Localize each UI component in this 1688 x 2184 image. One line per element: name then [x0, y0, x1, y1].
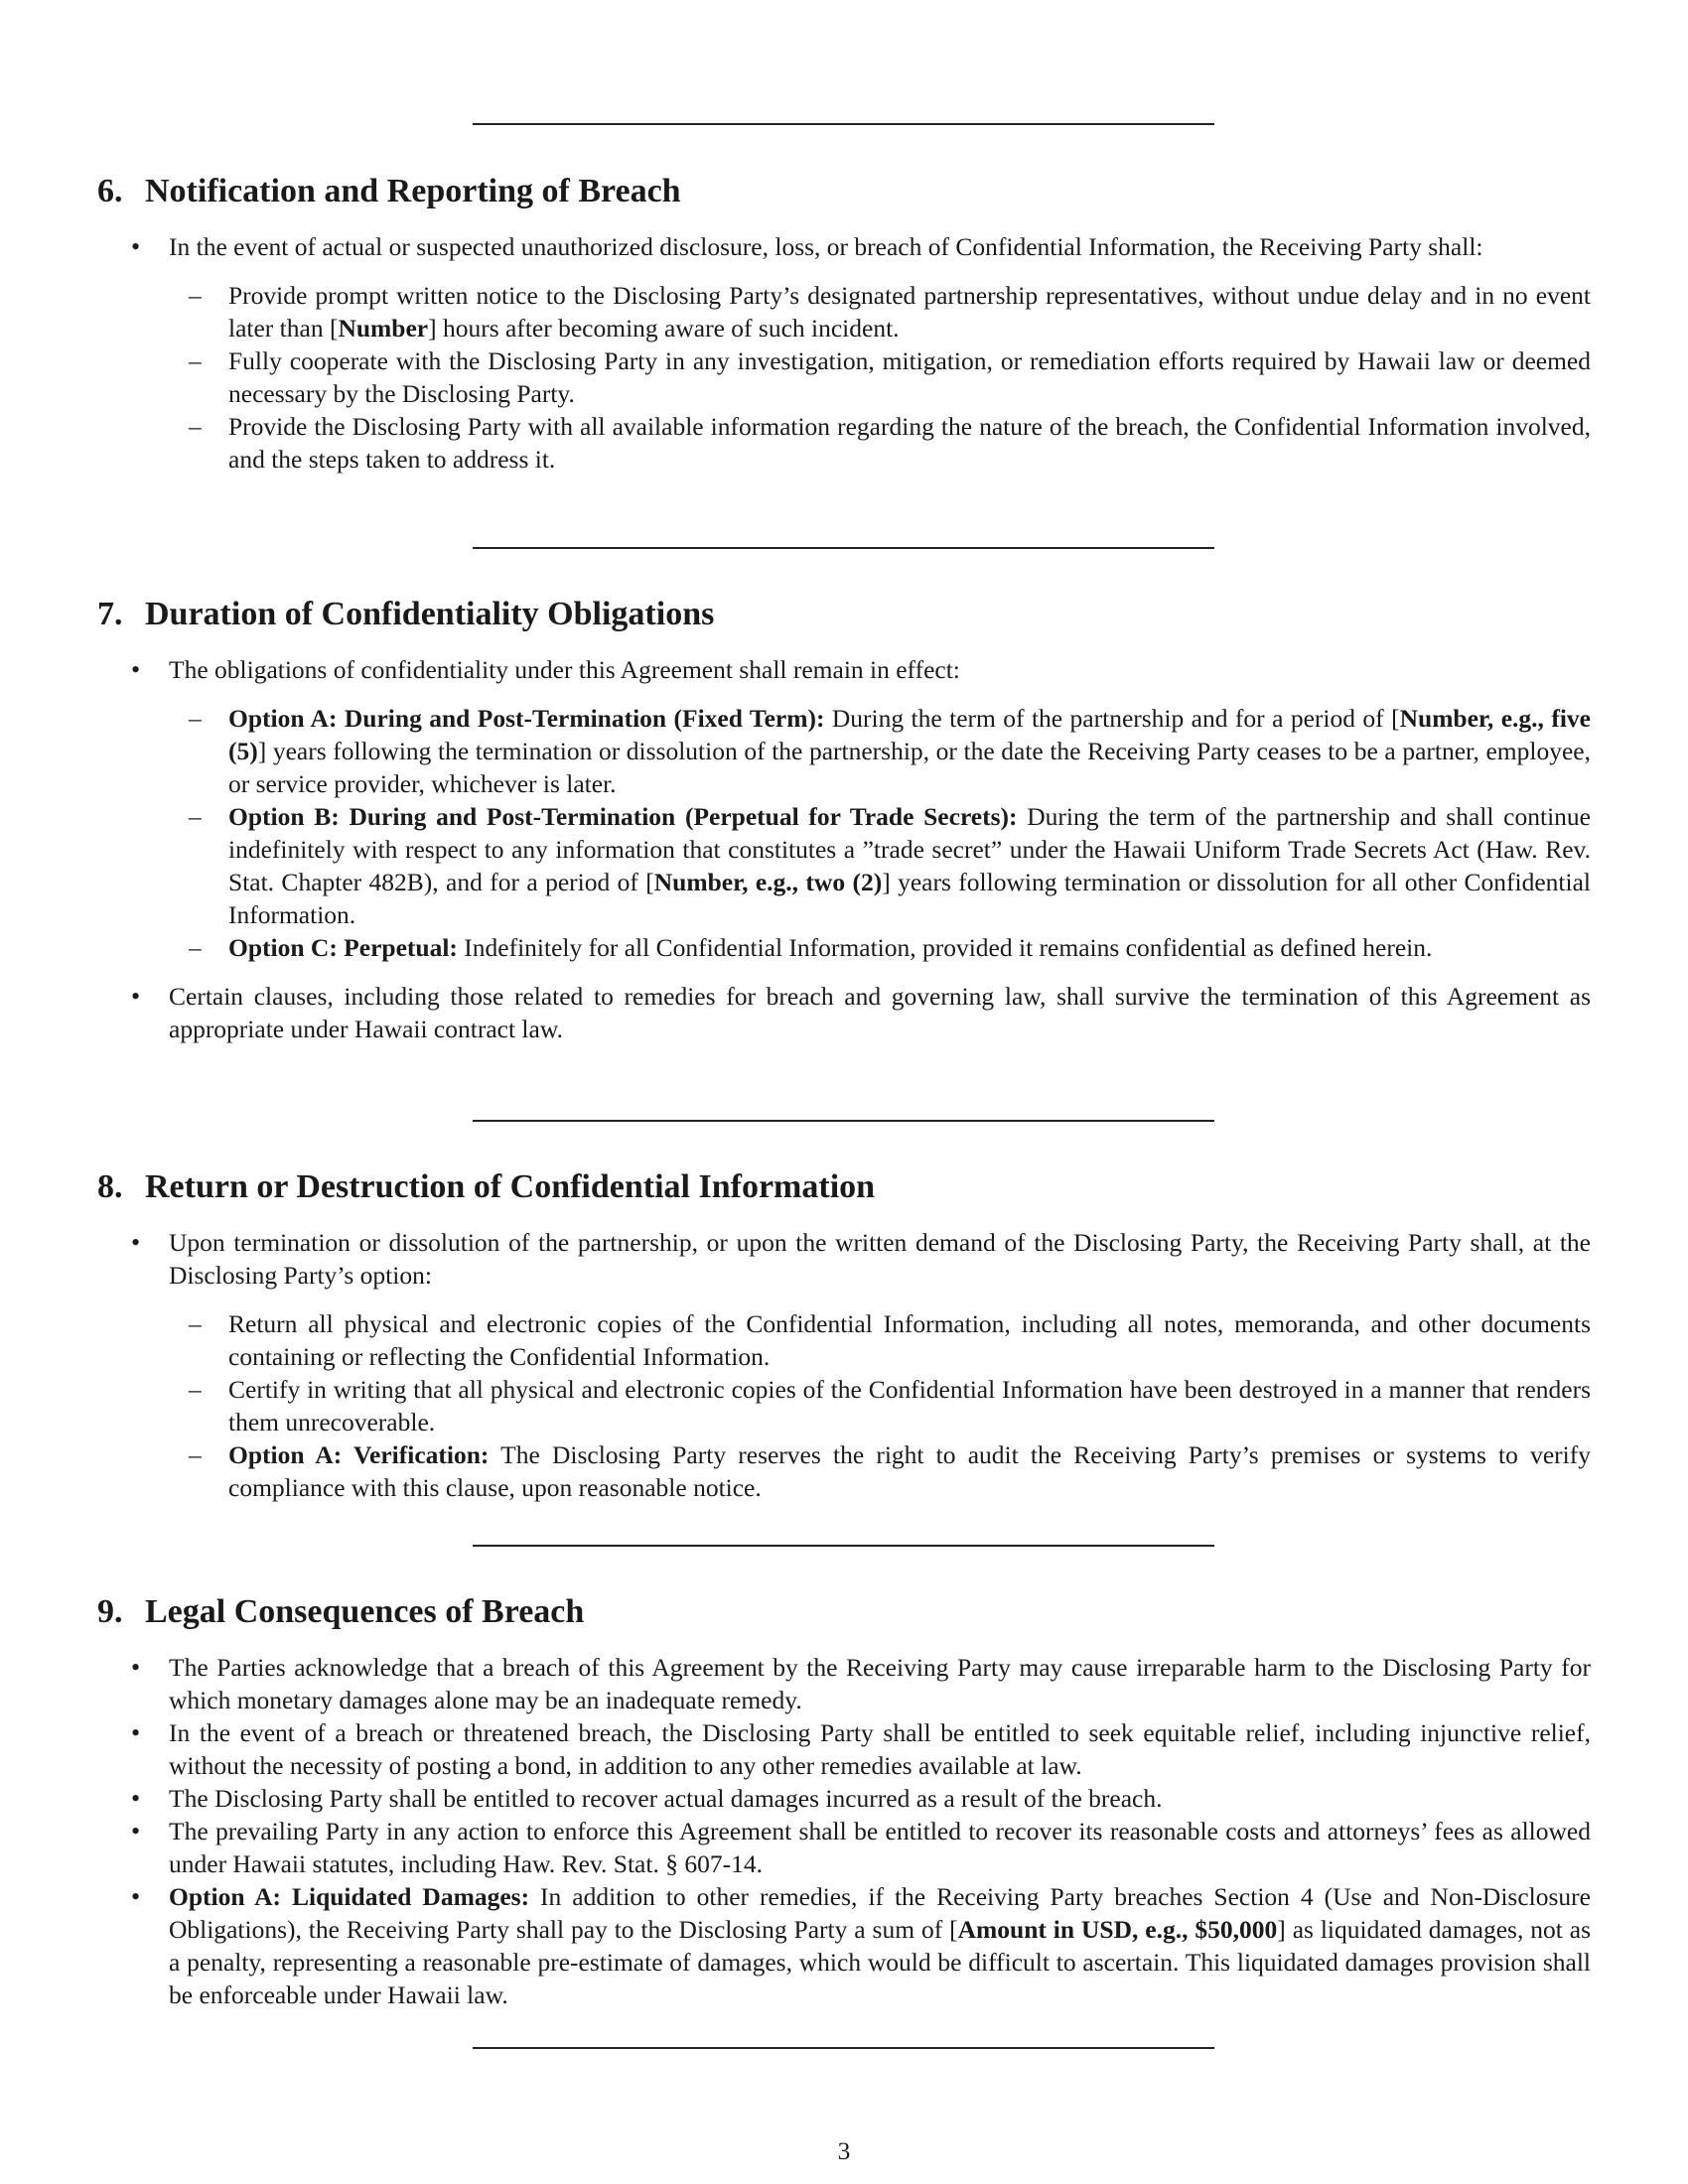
text: Provide the Disclosing Party with all available information regarding the nature of the breach, the Confidential Information involved, and the steps taken to address it. — [228, 412, 1591, 474]
text: The Disclosing Party reserves the right to audit the Receiving Party’s premises or systems to verify compliance with this clause, upon reasonable notice. — [228, 1440, 1591, 1502]
text: Provide prompt written notice to the Disclosing Party’s designated partnership representatives, without undue delay and in no event later than [ — [228, 281, 1591, 342]
section-8 — [97, 1166, 1591, 1520]
bullet-text: In the event of actual or suspected unauthorized disclosure, loss, or breach of Confidential Information, the Receiving Party shall: — [169, 232, 1483, 261]
bullet-list — [97, 230, 1591, 476]
text: ] years following the termination or dissolution of the partnership, or the date the Receiving Party ceases to be a partner, employee, or service provider, whichever is later. — [228, 737, 1591, 798]
placeholder-field: Number, e.g., two (2) — [653, 868, 883, 896]
section-title: Legal Consequences of Breach — [145, 1593, 585, 1630]
bullet-list — [97, 653, 1591, 1045]
sub-list — [169, 1307, 1591, 1504]
bullet-text: The obligations of confidentiality under this Agreement shall remain in effect: — [169, 655, 960, 684]
text: ] hours after becoming aware of such incident. — [428, 314, 900, 342]
section-heading — [97, 1591, 1591, 1633]
section-6 — [97, 171, 1591, 491]
horizontal-rule — [473, 123, 1214, 125]
page-number: 3 — [837, 2136, 851, 2165]
text: Certify in writing that all physical and electronic copies of the Confidential Information have been destroyed in a manner that renders them unrecoverable. — [228, 1375, 1591, 1436]
section-7 — [97, 594, 1591, 1045]
bullet-list — [97, 1651, 1591, 2011]
section-heading — [97, 1166, 1591, 1208]
bullet-text: Certain clauses, including those related to remedies for breach and governing law, shall survive the termination of this Agreement as appropriate under Hawaii contract law. — [169, 982, 1591, 1043]
horizontal-rule — [473, 1545, 1214, 1547]
placeholder-field: Amount in USD, e.g., $50,000 — [957, 1915, 1278, 1944]
sub-item — [169, 931, 1591, 964]
text: ] as liquidated damages, not as a penalty, representing a reasonable pre-estimate of damages, which would be difficult to ascertain. This liquidated damages provision shall be enforceable under Hawaii law. — [169, 1915, 1591, 2009]
horizontal-rule — [473, 547, 1214, 549]
bullet-item — [97, 230, 1591, 476]
placeholder-field: Number, e.g., five (5) — [228, 704, 1591, 765]
bullet-text: The Disclosing Party shall be entitled to recover actual damages incurred as a result of the breach. — [169, 1784, 1163, 1813]
section-title: Duration of Confidentiality Obligations — [145, 596, 715, 632]
bullet-text: The prevailing Party in any action to enforce this Agreement shall be entitled to recover its reasonable costs and attorneys’ fees as allowed under Hawaii statutes, including Haw. Rev. Stat. § 607-14. — [169, 1817, 1591, 1878]
bullet-item — [97, 1880, 1591, 2011]
bullet-list — [97, 1226, 1591, 1504]
section-number: 7. — [97, 596, 123, 632]
section-9 — [97, 1591, 1591, 2011]
option-label: Option B: During and Post-Termination (Perpetual for Trade Secrets): — [228, 802, 1018, 831]
text: During the term of the partnership and shall continue indefinitely with respect to any information that constitutes a ”trade secret” under the Hawaii Uniform Trade Secrets Act (Haw. Rev. Stat. Chapter 482B), and for a period of [ — [228, 802, 1591, 896]
text: ] years following termination or dissolution for all other Confidential Information. — [228, 868, 1592, 929]
section-number: 8. — [97, 1168, 123, 1205]
sub-item — [169, 800, 1591, 931]
bullet-item — [97, 1782, 1591, 1815]
text: During the term of the partnership and for a period of [ — [824, 704, 1400, 733]
section-number: 9. — [97, 1593, 123, 1630]
text: Indefinitely for all Confidential Information, provided it remains confidential as defined herein. — [457, 933, 1433, 962]
bullet-item — [97, 980, 1591, 1045]
bullet-item — [97, 1226, 1591, 1504]
sub-item — [169, 1307, 1591, 1373]
option-label: Option A: Verification: — [228, 1440, 490, 1469]
option-label: Option C: Perpetual: — [228, 933, 458, 962]
section-heading — [97, 594, 1591, 635]
section-number: 6. — [97, 173, 123, 209]
section-heading — [97, 171, 1591, 212]
section-title: Return or Destruction of Confidential Information — [145, 1168, 876, 1205]
horizontal-rule — [473, 2047, 1214, 2049]
bullet-item — [97, 653, 1591, 964]
option-label: Option A: Liquidated Damages: — [169, 1882, 530, 1911]
sub-item — [169, 702, 1591, 800]
text: Fully cooperate with the Disclosing Party in any investigation, mitigation, or remediation efforts required by Hawaii law or deemed necessary by the Disclosing Party. — [228, 346, 1591, 408]
bullet-item — [97, 1651, 1591, 1716]
bullet-item — [97, 1815, 1591, 1880]
sub-item — [169, 410, 1591, 476]
text: In addition to other remedies, if the Receiving Party breaches Section 4 (Use and Non-Disclosure Obligations), the Receiving Party shall pay to the Disclosing Party a sum of [ — [169, 1882, 1591, 1944]
bullet-text: In the event of a breach or threatened breach, the Disclosing Party shall be entitled to seek equitable relief, including injunctive relief, without the necessity of posting a bond, in addition to any other remedies available at law. — [169, 1718, 1591, 1780]
sub-item — [169, 279, 1591, 344]
sub-list — [169, 702, 1591, 964]
horizontal-rule — [473, 1120, 1214, 1122]
sub-item — [169, 1373, 1591, 1438]
sub-item — [169, 1438, 1591, 1504]
bullet-text: The Parties acknowledge that a breach of this Agreement by the Receiving Party may cause irreparable harm to the Disclosing Party for which monetary damages alone may be an inadequate remedy. — [169, 1653, 1591, 1714]
option-label: Option A: During and Post-Termination (Fixed Term): — [228, 704, 825, 733]
section-title: Notification and Reporting of Breach — [145, 173, 681, 209]
placeholder-field: Number — [338, 314, 429, 342]
sub-item — [169, 344, 1591, 410]
sub-list — [169, 279, 1591, 476]
text: Return all physical and electronic copies of the Confidential Information, including all notes, memoranda, and other documents containing or reflecting the Confidential Information. — [228, 1309, 1591, 1371]
bullet-text: Upon termination or dissolution of the partnership, or upon the written demand of the Disclosing Party, the Receiving Party shall, at the Disclosing Party’s option: — [169, 1228, 1591, 1290]
bullet-item — [97, 1716, 1591, 1782]
